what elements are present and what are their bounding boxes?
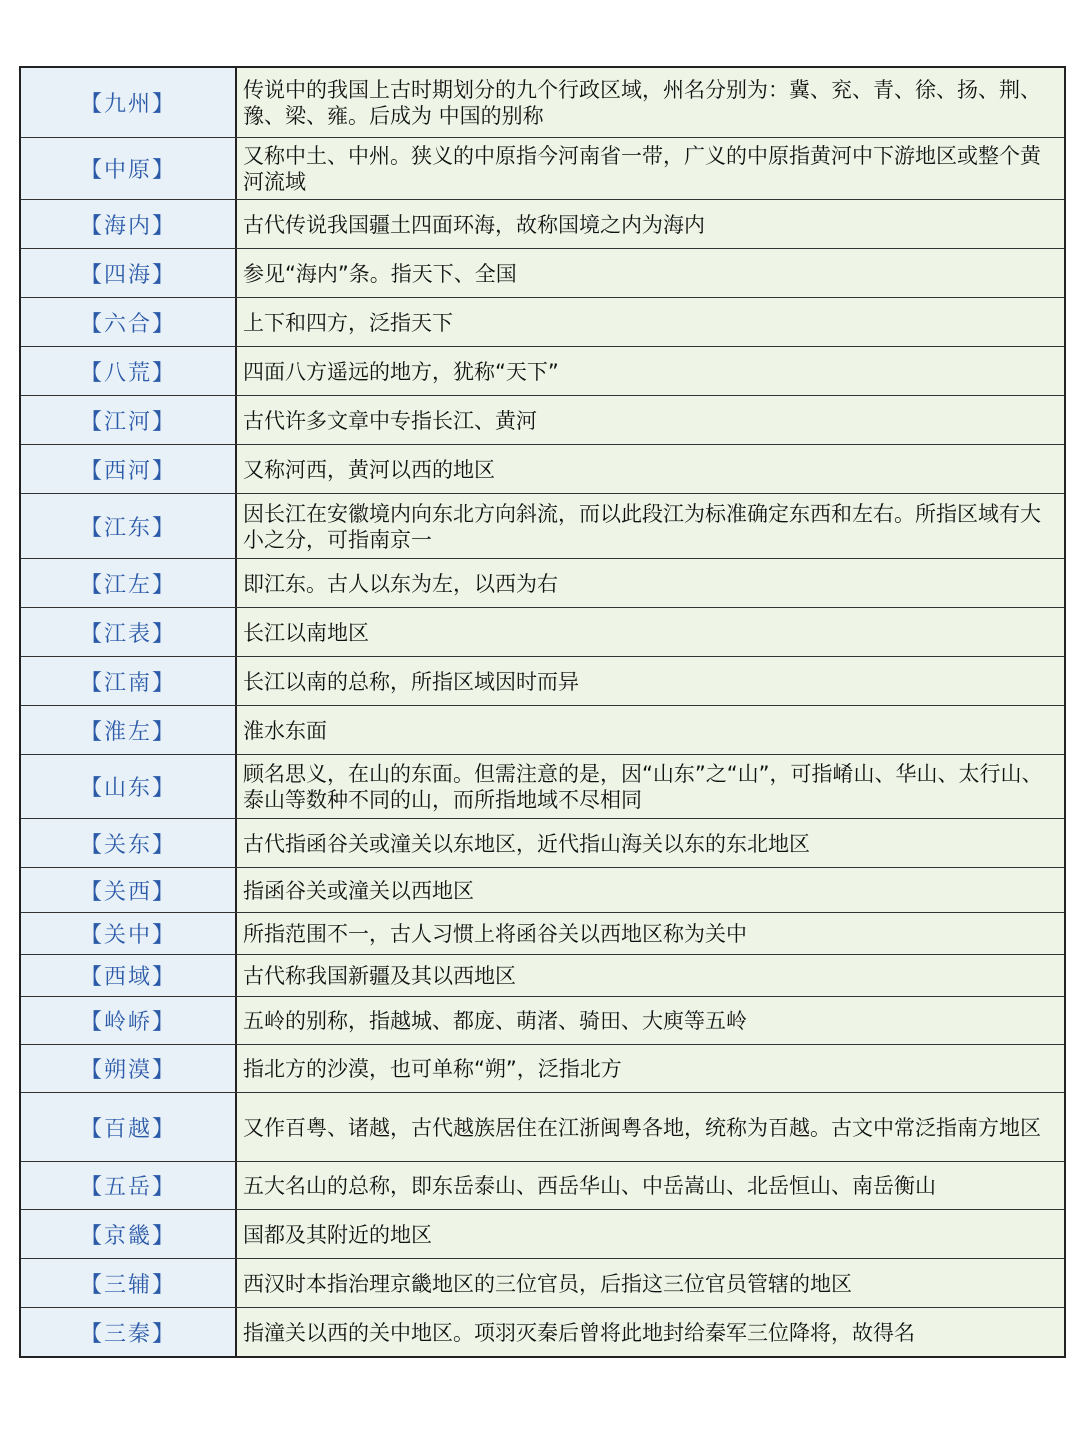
definition-text: 又称河西，黄河以西的地区 — [243, 457, 495, 482]
definition-cell — [237, 494, 1064, 558]
glossary-table — [19, 66, 1066, 1358]
table-row — [21, 347, 1064, 396]
definition-text: 又作百粤、诸越，古代越族居住在江浙闽粤各地，统称为百越。古文中常泛指南方地区 — [243, 1115, 1041, 1140]
definition-cell — [237, 657, 1064, 705]
term-cell: 【江河】 — [21, 396, 237, 444]
definition-cell — [237, 138, 1064, 199]
table-row — [21, 755, 1064, 819]
table-row — [21, 819, 1064, 868]
definition-cell — [237, 445, 1064, 493]
definition-text: 淮水东面 — [243, 718, 327, 743]
definition-text: 古代称我国新疆及其以西地区 — [243, 964, 516, 988]
definition-text: 即江东。古人以东为左，以西为右 — [243, 571, 558, 596]
term-cell: 【江表】 — [21, 608, 237, 656]
term-cell: 【京畿】 — [21, 1210, 237, 1258]
definition-cell — [237, 819, 1064, 867]
definition-cell — [237, 1210, 1064, 1258]
table-row — [21, 494, 1064, 559]
term-cell: 【朔漠】 — [21, 1045, 237, 1092]
term-cell: 【三辅】 — [21, 1259, 237, 1307]
table-row — [21, 298, 1064, 347]
definition-text: 所指范围不一，古人习惯上将函谷关以西地区称为关中 — [243, 922, 747, 946]
definition-cell — [237, 1162, 1064, 1209]
term-cell: 【江南】 — [21, 657, 237, 705]
definition-cell — [237, 955, 1064, 996]
definition-text: 五岭的别称，指越城、都庞、萌渚、骑田、大庾等五岭 — [243, 1009, 747, 1033]
definition-cell — [237, 200, 1064, 248]
definition-text: 国都及其附近的地区 — [243, 1222, 432, 1247]
table-row — [21, 657, 1064, 706]
term-cell: 【淮左】 — [21, 706, 237, 754]
definition-text: 参见“海内”条。指天下、全国 — [243, 261, 517, 286]
definition-cell — [237, 608, 1064, 656]
definition-text: 长江以南地区 — [243, 620, 369, 645]
definition-cell — [237, 559, 1064, 607]
definition-text: 指北方的沙漠，也可单称“朔”，泛指北方 — [243, 1057, 622, 1081]
definition-cell — [237, 755, 1064, 818]
definition-text: 古代指函谷关或潼关以东地区，近代指山海关以东的东北地区 — [243, 831, 810, 856]
definition-cell — [237, 1259, 1064, 1307]
definition-text: 顾名思义，在山的东面。但需注意的是，因“山东”之“山”，可指崤山、华山、太行山、泰山等数种不同的山，而所指地域不尽相同 — [243, 762, 1043, 812]
definition-text: 传说中的我国上古时期划分的九个行政区域，州名分别为：冀、兖、青、徐、扬、荆、豫、梁、雍。后成为 中国的别称 — [243, 78, 1041, 128]
term-cell: 【九州】 — [21, 68, 237, 137]
definition-text: 指函谷关或潼关以西地区 — [243, 878, 474, 903]
definition-text: 西汉时本指治理京畿地区的三位官员，后指这三位官员管辖的地区 — [243, 1271, 852, 1296]
definition-cell — [237, 396, 1064, 444]
definition-text: 因长江在安徽境内向东北方向斜流，而以此段江为标准确定东西和左右。所指区域有大小之分，可指南京一 — [243, 501, 1041, 552]
term-cell: 【西域】 — [21, 955, 237, 996]
table-row — [21, 68, 1064, 138]
table-row — [21, 249, 1064, 298]
term-cell: 【岭峤】 — [21, 997, 237, 1044]
table-row — [21, 559, 1064, 608]
definition-text: 五大名山的总称，即东岳泰山、西岳华山、中岳嵩山、北岳恒山、南岳衡山 — [243, 1174, 936, 1198]
definition-cell — [237, 868, 1064, 912]
table-row — [21, 396, 1064, 445]
term-cell: 【山东】 — [21, 755, 237, 818]
table-row — [21, 1045, 1064, 1093]
table-row — [21, 913, 1064, 955]
definition-cell — [237, 1045, 1064, 1092]
term-cell: 【百越】 — [21, 1093, 237, 1161]
table-row — [21, 706, 1064, 755]
table-row — [21, 608, 1064, 657]
definition-cell — [237, 913, 1064, 954]
definition-text: 指潼关以西的关中地区。项羽灭秦后曾将此地封给秦军三位降将，故得名 — [243, 1320, 915, 1345]
table-row — [21, 1259, 1064, 1308]
term-cell: 【西河】 — [21, 445, 237, 493]
definition-text: 四面八方遥远的地方，犹称“天下” — [243, 359, 559, 384]
term-cell: 【关中】 — [21, 913, 237, 954]
term-cell: 【四海】 — [21, 249, 237, 297]
definition-text: 古代许多文章中专指长江、黄河 — [243, 408, 537, 433]
table-row — [21, 1093, 1064, 1162]
term-cell: 【江左】 — [21, 559, 237, 607]
term-cell: 【六合】 — [21, 298, 237, 346]
term-cell: 【关西】 — [21, 868, 237, 912]
table-row — [21, 1308, 1064, 1356]
definition-cell — [237, 298, 1064, 346]
term-cell: 【海内】 — [21, 200, 237, 248]
definition-text: 上下和四方，泛指天下 — [243, 310, 453, 335]
definition-text: 又称中土、中州。狭义的中原指今河南省一带，广义的中原指黄河中下游地区或整个黄河流域 — [243, 144, 1041, 194]
definition-cell — [237, 68, 1064, 137]
definition-cell — [237, 347, 1064, 395]
term-cell: 【八荒】 — [21, 347, 237, 395]
table-row — [21, 445, 1064, 494]
table-row — [21, 138, 1064, 200]
definition-cell — [237, 1308, 1064, 1356]
term-cell: 【五岳】 — [21, 1162, 237, 1209]
term-cell: 【三秦】 — [21, 1308, 237, 1356]
table-row — [21, 200, 1064, 249]
definition-cell — [237, 1093, 1064, 1161]
definition-text: 古代传说我国疆土四面环海，故称国境之内为海内 — [243, 212, 705, 237]
term-cell: 【中原】 — [21, 138, 237, 199]
definition-text: 长江以南的总称，所指区域因时而异 — [243, 669, 579, 694]
table-row — [21, 1162, 1064, 1210]
table-row — [21, 997, 1064, 1045]
definition-cell — [237, 997, 1064, 1044]
definition-cell — [237, 706, 1064, 754]
table-row — [21, 1210, 1064, 1259]
table-row — [21, 868, 1064, 913]
term-cell: 【江东】 — [21, 494, 237, 558]
table-row — [21, 955, 1064, 997]
term-cell: 【关东】 — [21, 819, 237, 867]
definition-cell — [237, 249, 1064, 297]
